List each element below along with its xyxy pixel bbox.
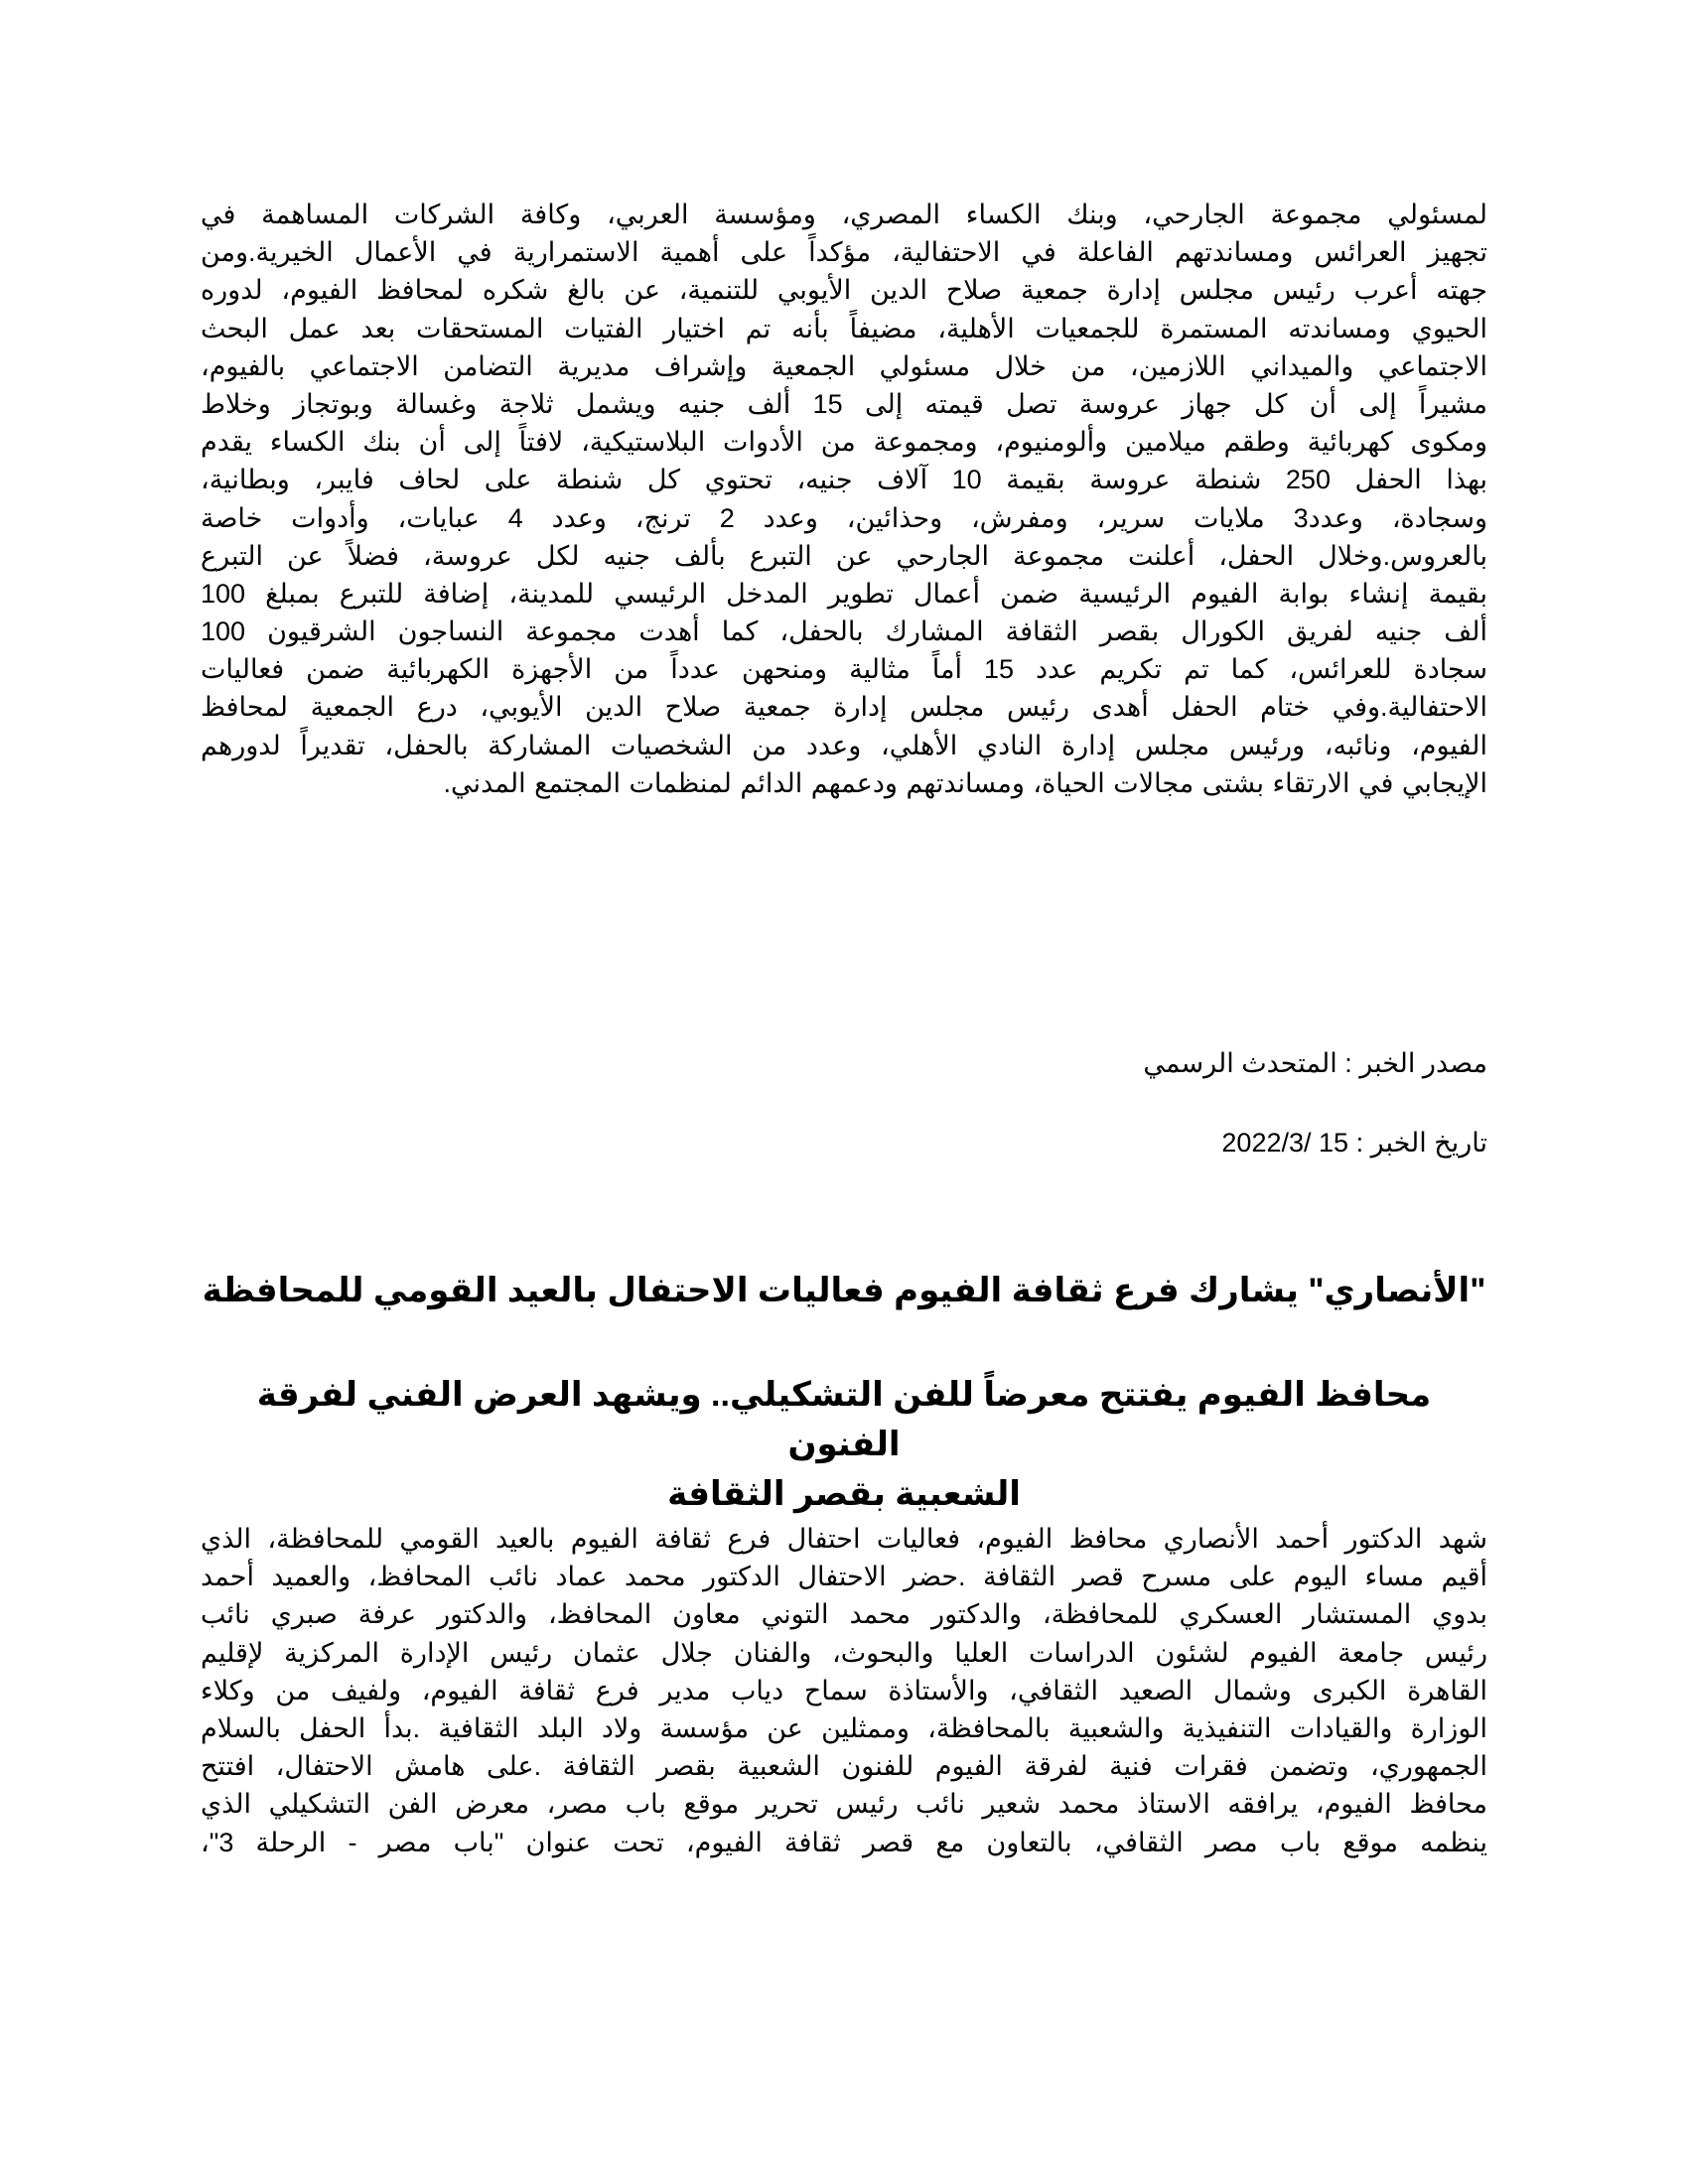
article1-body-line: جهته أعرب رئيس مجلس إدارة جمعية صلاح الدين الأيوبي للتنمية، عن بالغ شكره لمحافظ الفيوم، لدوره (201, 275, 1487, 306)
article1-body-line: الاحتفالية.وفي ختام الحفل أهدى رئيس مجلس إدارة جمعية صلاح الدين الأيوبي، درع الجمعية لمحافظ (201, 692, 1487, 723)
article1-body-line: ومكوى كهربائية وطقم ميلامين وألومنيوم، ومجموعة من الأدوات البلاستيكية، لافتاً إلى أن بنك الكساء يقدم (201, 427, 1487, 458)
article2-body-line: بدوي المستشار العسكري للمحافظة، والدكتور محمد التوني معاون المحافظ، والدكتور عرفة صبري نائب (201, 1599, 1487, 1630)
article1-body-line: بالعروس.وخلال الحفل، أعلنت مجموعة الجارحي عن التبرع بألف جنيه لكل عروسة، فضلاً عن التبرع (201, 540, 1487, 571)
article1-body-line: بقيمة إنشاء بوابة الفيوم الرئيسية ضمن أعمال تطوير المدخل الرئيسي للمدينة، إضافة للتبرع بمبلغ 100 (201, 578, 1487, 609)
article2-headline-1: "الأنصاري" يشارك فرع ثقافة الفيوم فعاليات الاحتفال بالعيد القومي للمحافظة (202, 1272, 1486, 1309)
article2-body-line: القاهرة الكبرى وشمال الصعيد الثقافي، والأستاذة سماح دياب مدير فرع ثقافة الفيوم، ولفيف من وكلاء (201, 1675, 1487, 1706)
document-page (201, 0, 1487, 2184)
article2-headline-2-line2: الشعبية بقصر الثقافة (667, 1475, 1021, 1513)
article1-body-line: الفيوم، ونائبه، ورئيس مجلس إدارة النادي الأهلي، وعدد من الشخصيات المشاركة بالحفل، تقديراً لدورهم (201, 730, 1487, 760)
article2-body-line: أقيم مساء اليوم على مسرح قصر الثقافة .حضر الاحتفال الدكتور محمد عماد نائب المحافظ، والعميد أحمد (201, 1562, 1487, 1592)
article1-body-line: تجهيز العرائس ومساندتهم الفاعلة في الاحتفالية، مؤكداً على أهمية الاستمرارية في الأعمال الخيرية.ومن (201, 237, 1487, 268)
article1-body-line: سجادة للعرائس، كما تم تكريم عدد 15 أماً مثالية ومنحهن عدداً من الأجهزة الكهربائية ضمن فعاليات (201, 654, 1488, 685)
article2-body-line: شهد الدكتور أحمد الأنصاري محافظ الفيوم، فعاليات احتفال فرع ثقافة الفيوم بالعيد القومي للمحافظة، الذي (201, 1524, 1487, 1554)
article1-body-line: الإيجابي في الارتقاء بشتى مجالات الحياة، ومساندتهم ودعمهم الدائم لمنظمات المجتمع المدني. (443, 767, 1487, 798)
article2-body (201, 1520, 1487, 1861)
article2-body-line: ينظمه موقع باب مصر الثقافي، بالتعاون مع قصر ثقافة الفيوم، تحت عنوان "باب مصر - الرحلة 3"، (201, 1827, 1487, 1857)
article1-body-line: لمسئولي مجموعة الجارحي، وبنك الكساء المصري، ومؤسسة العربي، وكافة الشركات المساهمة في (201, 200, 1487, 229)
article2-headline-2 (201, 1370, 1487, 1519)
article1-body (201, 196, 1487, 802)
article1-body-line: مشيراً إلى أن كل جهاز عروسة تصل قيمته إلى 15 ألف جنيه ويشمل ثلاجة وغسالة وبوتجاز وخلاط (201, 388, 1487, 419)
article2-body-line: رئيس جامعة الفيوم لشئون الدراسات العليا والبحوث، والفنان جلال عثمان رئيس الإدارة المركزية لإقليم (201, 1637, 1487, 1668)
article2-body-line: الجمهوري، وتضمن فقرات فنية لفرقة الفيوم للفنون الشعبية بقصر الثقافة .على هامش الاحتفال، افتتح (201, 1751, 1487, 1782)
article1-body-line: الاجتماعي والميداني اللازمين، من خلال مسئولي الجمعية وإشراف مديرية التضامن الاجتماعي بالفيوم، (201, 350, 1487, 381)
article1-body-line: ألف جنيه لفريق الكورال بقصر الثقافة المشارك بالحفل، كما أهدت مجموعة النساجون الشرقيون 100 (201, 616, 1487, 647)
news-source: مصدر الخبر : المتحدث الرسمي (1143, 1048, 1487, 1078)
article1-body-line: وسجادة، وعدد3 ملايات سرير، ومفرش، وحذائين، وعدد 2 ترنج، وعدد 4 عبايات، وأدوات خاصة (201, 502, 1488, 533)
article2-headline-2-line1: محافظ الفيوم يفتتح معرضاً للفن التشكيلي.. ويشهد العرض الفني لفرقة الفنون (256, 1376, 1432, 1463)
article2-body-line: الوزارة والقيادات التنفيذية والشعبية بالمحافظة، وممثلين عن مؤسسة ولاد البلد الثقافية .بدأ الحفل بالسلام (201, 1712, 1487, 1743)
article2-body-line: محافظ الفيوم، يرافقه الاستاذ محمد شعير نائب رئيس تحرير موقع باب مصر، معرض الفن التشكيلي الذي (201, 1789, 1487, 1820)
news-date: تاريخ الخبر : 15 /2022/3 (1221, 1128, 1487, 1158)
article1-body-line: الحيوي ومساندته المستمرة للجمعيات الأهلية، مضيفاً بأنه تم اختيار الفتيات المستحقات بعد عمل البحث (201, 313, 1487, 343)
article1-body-line: بهذا الحفل 250 شنطة عروسة بقيمة 10 آلاف جنيه، تحتوي كل شنطة على لحاف فايبر، وبطانية، (201, 465, 1487, 495)
